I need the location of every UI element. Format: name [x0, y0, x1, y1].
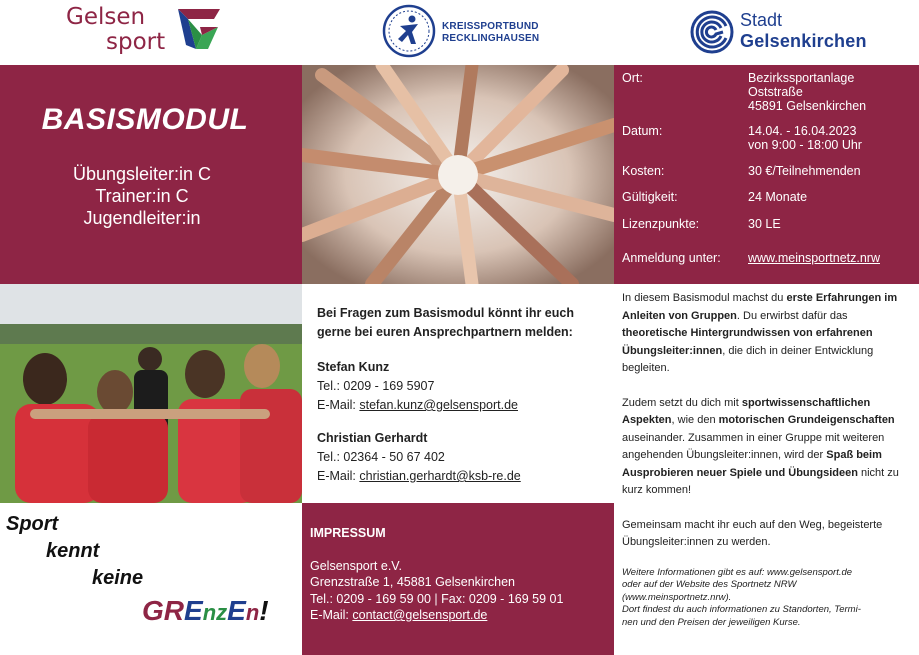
hands-circle-illustration [302, 65, 614, 284]
contact-email-link[interactable]: stefan.kunz@gelsensport.de [359, 398, 518, 412]
further-info-line: (www.meinsportnetz.nrw). [622, 591, 732, 603]
impressum-heading: IMPRESSUM [310, 526, 386, 540]
contacts-intro [317, 304, 614, 342]
gelsensport-logo-text [66, 5, 165, 55]
ort-line: Oststraße [748, 85, 803, 99]
contact-email-link[interactable]: christian.gerhardt@ksb-re.de [359, 469, 521, 483]
gelsensport-g-icon [174, 5, 224, 55]
text-span: , die dich in deiner Entwicklung begleiten. [622, 344, 874, 374]
email-label: E-Mail: [317, 398, 360, 412]
highlight-text: sportwissenschaftlichen Aspekten [622, 396, 871, 426]
lizenzpunkte-label: Lizenzpunkte: [622, 217, 700, 231]
contact-email-row [317, 467, 614, 486]
datum-value [748, 124, 862, 152]
anmeldung-link[interactable]: www.meinsportnetz.nrw [748, 251, 880, 265]
email-label: E-Mail: [317, 469, 360, 483]
text-span: . Du erwirbst dafür das [736, 309, 848, 322]
gelsensport-logo-line1: Gelsen [66, 4, 146, 30]
further-info-line: Dort findest du auch informationen zu Standorten, Termi- [622, 604, 861, 615]
contact-name: Stefan Kunz [317, 360, 390, 374]
text-span: In diesem Basismodul machst du [622, 292, 787, 304]
ort-value [748, 71, 866, 113]
slogan [0, 503, 302, 655]
kreissportbund-logo [382, 4, 552, 60]
highlight-text: motorischen Grundeigenschaften [718, 414, 895, 426]
impressum-phone: Tel.: 0209 - 169 59 00 | Fax: 0209 - 169 59 01 [310, 591, 564, 606]
contact-person [317, 429, 614, 486]
further-info [622, 567, 909, 630]
datum-label: Datum: [622, 124, 663, 138]
further-info-line: Weitere Informationen gibt es auf: www.gelsensport.de [622, 566, 853, 578]
text-span: , wie den [671, 414, 719, 426]
description-paragraph [622, 395, 909, 500]
datum-line: 14.04. - 16.04.2023 [748, 124, 857, 138]
contacts-section [302, 284, 614, 503]
contacts-intro-line: Bei Fragen zum Basismodul könnt ihr euch [317, 306, 574, 320]
text-span: auseinander. Zusammen in einer Gruppe mit weiteren angehenden Übungsleiter:innen, wird der [622, 431, 885, 461]
gueltigkeit-value: 24 Monate [748, 190, 808, 204]
team-huddle-photo [0, 284, 302, 503]
datum-line: von 9:00 - 18:00 Uhr [748, 138, 862, 152]
stadt-gelsenkirchen-emblem-icon [690, 10, 734, 54]
highlight-text: Spaß beim Ausprobieren neuer Spiele und Übungsideen [622, 449, 882, 479]
impressum-email-row [310, 607, 614, 624]
contacts-intro-line: gerne bei euren Ansprechpartnern melden: [317, 325, 573, 339]
kreissportbund-logo-line1: KREISSPORTBUND [442, 21, 539, 32]
role-item: Übungsleiter:in C [72, 164, 212, 184]
stadt-gelsenkirchen-logo [690, 8, 880, 58]
highlight-text: theoretische Hintergrundwissen von erfahrenen Übungsleiter:innen [622, 327, 873, 357]
page-title: BASISMODUL [41, 103, 249, 136]
stadt-logo-line1: Stadt [740, 10, 783, 30]
kreissportbund-logo-line2: RECKLINGHAUSEN [442, 33, 540, 44]
contact-email-row [317, 396, 614, 415]
slogan-word: Sport [6, 513, 59, 535]
slogan-grenzen: GREnzEn! [142, 595, 269, 626]
contact-name: Christian Gerhardt [317, 431, 428, 445]
ort-line: Bezirkssportanlage [748, 71, 855, 85]
course-description [614, 284, 919, 655]
role-item: Trainer:in C [95, 186, 189, 206]
stadt-gelsenkirchen-logo-text [740, 10, 867, 52]
text-span: Zudem setzt du dich mit [622, 396, 742, 409]
further-info-line: oder auf der Website des Sportnetz NRW [622, 579, 797, 590]
lizenzpunkte-value: 30 LE [748, 217, 781, 231]
text-span: nicht zu kurz kommen! [622, 466, 899, 496]
contact-phone: Tel.: 0209 - 169 5907 [317, 379, 435, 393]
contact-phone: Tel.: 02364 - 50 67 402 [317, 450, 445, 464]
kreissportbund-logo-text [442, 21, 539, 45]
kosten-value: 30 €/Teilnehmenden [748, 164, 861, 178]
impressum-section [302, 503, 614, 655]
slogan-word: kennt [46, 540, 100, 562]
highlight-text: erste Erfahrungen im Anleiten von Gruppen [622, 292, 898, 322]
gelsensport-logo-line2: sport [106, 29, 166, 55]
kreissportbund-emblem-icon [382, 4, 436, 58]
team-huddle-illustration [0, 284, 302, 503]
header [0, 0, 919, 65]
gueltigkeit-label: Gültigkeit: [622, 190, 678, 204]
gelsensport-logo [66, 5, 226, 60]
kosten-label: Kosten: [622, 164, 665, 178]
impressum-email-link[interactable]: contact@gelsensport.de [352, 608, 488, 622]
email-label: E-Mail: [310, 608, 353, 622]
hands-circle-photo [302, 65, 614, 284]
further-info-line: nen und den Preisen der jeweiligen Kurse. [622, 616, 801, 628]
course-info-panel [614, 65, 919, 284]
description-paragraph [622, 290, 909, 378]
stadt-logo-line2: Gelsenkirchen [740, 31, 867, 51]
roles-list [0, 163, 284, 229]
role-item: Jugendleiter:in [83, 208, 201, 228]
slogan-word: keine [92, 567, 144, 589]
title-panel [0, 65, 302, 284]
ort-line: 45891 Gelsenkirchen [748, 99, 867, 113]
impressum-org: Gelsensport e.V. [310, 558, 402, 573]
contact-person [317, 358, 614, 415]
description-paragraph: Gemeinsam macht ihr euch auf den Weg, begeisterte Übungsleiter:innen zu werden. [622, 518, 883, 548]
impressum-address: Grenzstraße 1, 45881 Gelsenkirchen [310, 575, 515, 589]
ort-label: Ort: [622, 71, 643, 85]
anmeldung-value [748, 251, 880, 265]
anmeldung-label: Anmeldung unter: [622, 251, 721, 265]
